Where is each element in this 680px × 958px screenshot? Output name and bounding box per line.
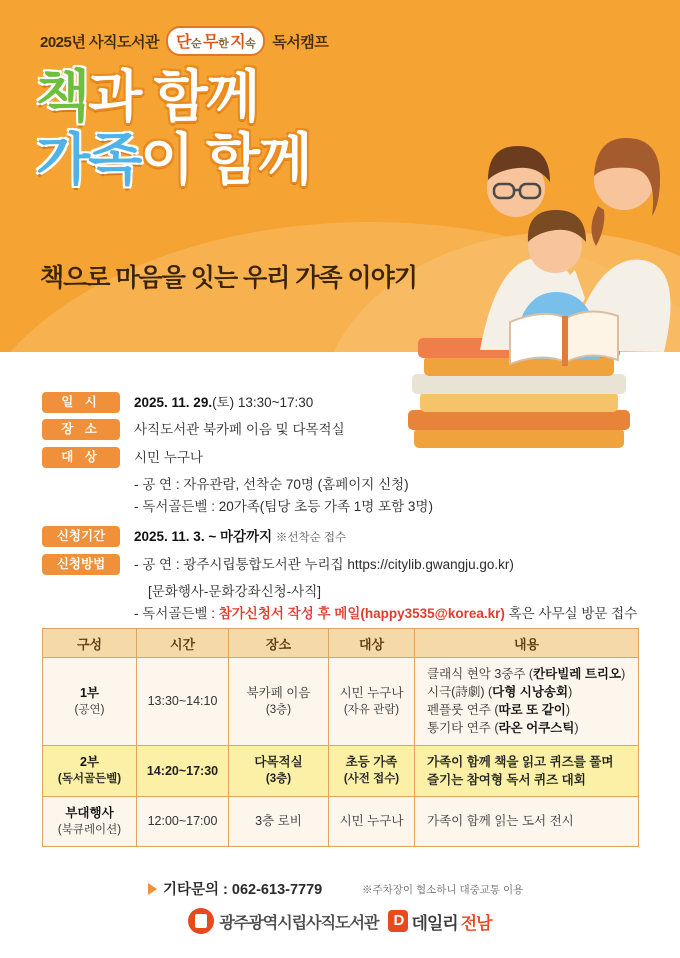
cell-content: 가족이 함께 책을 읽고 퀴즈를 풀며 즐기는 참여형 독서 퀴즈 대회 — [415, 745, 639, 796]
info-value-target: 시민 누구나 — [134, 449, 203, 465]
title-line-1-accent: 책 — [36, 65, 89, 128]
info-row-datetime — [42, 392, 642, 413]
pill-2-big: 무 — [203, 34, 219, 51]
info-value-datetime — [134, 392, 313, 413]
cell-place: 3층 로비 — [229, 796, 329, 846]
title-line-1 — [36, 66, 310, 129]
inquiry-line — [148, 878, 322, 899]
method-line-3-prefix: - 독서골든벨 : — [134, 606, 219, 622]
method-line-3-suffix: 혹은 사무실 방문 접수 — [504, 606, 638, 622]
daily-logo-icon: D — [388, 910, 408, 932]
daily-jeonnam-logo — [388, 909, 491, 934]
method-line-3 — [134, 603, 642, 625]
pill-3 — [230, 29, 255, 52]
kicker-prefix: 2025년 사직도서관 — [40, 33, 159, 51]
cell-composition: 1부 (공연) — [43, 658, 137, 746]
info-row-method — [42, 554, 642, 575]
target-detail-2: - 독서골든벨 : 20가족(팀당 초등 가족 1명 포함 3명) — [134, 499, 433, 515]
info-block — [42, 392, 642, 625]
info-value-place: 사직도서관 북카페 이음 및 다목적실 — [134, 422, 345, 438]
th-place: 장소 — [229, 629, 329, 658]
library-logo — [188, 908, 378, 934]
cell-target: 시민 누구나 (자유 관람) — [329, 658, 415, 746]
cell-place: 다목적실 (3층) — [229, 745, 329, 796]
triangle-bullet-icon — [148, 883, 157, 895]
title-line-2-accent: 가족 — [36, 127, 141, 191]
info-tag-datetime: 일 시 — [42, 392, 120, 413]
cell-content: 가족이 함께 읽는 도서 전시 — [415, 796, 639, 846]
method-line-2: [문화행사-문화강좌신청-사직] — [148, 583, 321, 599]
pill-2-sm: 한 — [218, 38, 229, 50]
info-value-method-line1: - 공 연 : 광주시립통합도서관 누리집 https://citylib.gwangju.go.kr) — [134, 556, 514, 572]
table-row — [43, 658, 639, 746]
pill-3-big: 지 — [230, 34, 246, 51]
info-row-target — [42, 447, 642, 468]
cell-target: 초등 가족 (사전 접수) — [329, 745, 415, 796]
pill-3-sm: 속 — [245, 38, 256, 50]
info-tag-method: 신청방법 — [42, 554, 120, 575]
title-line-2-rest: 이 함께 — [140, 127, 311, 191]
kicker-line — [40, 26, 328, 56]
period-range: 2025. 11. 3. ~ 마감까지 — [134, 529, 273, 545]
title-line-1-rest: 과 함께 — [88, 65, 258, 128]
pill-1-big: 단 — [175, 34, 191, 51]
cell-composition: 부대행사 (북큐레이션) — [43, 796, 137, 846]
info-tag-target: 대 상 — [42, 447, 120, 468]
info-row-period — [42, 526, 642, 547]
kicker-suffix: 독서캠프 — [272, 33, 329, 51]
page-subtitle: 책으로 마음을 잇는 우리 가족 이야기 — [40, 264, 417, 292]
datetime-rest: (토) 13:30~17:30 — [212, 395, 314, 410]
info-value-period — [134, 526, 346, 547]
kicker-pill-group — [166, 26, 265, 56]
daily-logo-text-2: 전남 — [460, 913, 492, 933]
pill-1-sm: 순 — [190, 38, 202, 50]
cell-time: 14:20~17:30 — [137, 745, 229, 796]
cell-time: 13:30~14:10 — [137, 658, 229, 746]
info-tag-place: 장 소 — [42, 419, 120, 440]
datetime-date: 2025. 11. 29. — [134, 395, 213, 410]
info-row-place — [42, 419, 642, 440]
cell-composition: 2부 (독서골든벨) — [43, 745, 137, 796]
logo-row — [0, 908, 680, 934]
page-title — [36, 66, 310, 191]
cell-time: 12:00~17:00 — [137, 796, 229, 846]
th-content: 내용 — [415, 629, 639, 658]
daily-logo-text-1: 데일리 — [411, 913, 458, 933]
table-row — [43, 796, 639, 846]
th-time: 시간 — [137, 629, 229, 658]
library-logo-icon — [188, 908, 214, 934]
cell-target: 시민 누구나 — [329, 796, 415, 846]
inquiry-text: 기타문의 : 062-613-7779 — [163, 882, 323, 898]
info-tag-period: 신청기간 — [42, 526, 120, 547]
library-logo-text: 광주광역시립사직도서관 — [219, 914, 379, 932]
program-table — [42, 628, 639, 847]
cell-place: 북카페 이음 (3층) — [229, 658, 329, 746]
target-detail-1: - 공 연 : 자유관람, 선착순 70명 (홈페이지 신청) — [134, 476, 409, 492]
cell-content: 클래식 현악 3중주 (칸타빌레 트리오) 시극(詩劇) (다형 시낭송회) 펜플룻 연주 (따로 또 같이) 통기타 연주 (라온 어쿠스틱) — [415, 658, 639, 746]
pill-1 — [176, 29, 201, 52]
title-line-2 — [36, 129, 310, 192]
method-line-3-email: 참가신청서 작성 후 메일(happy3535@korea.kr) — [218, 606, 505, 622]
table-body — [43, 658, 639, 847]
pill-2 — [203, 29, 228, 52]
table-row — [43, 745, 639, 796]
parking-note: ※주차장이 협소하니 대중교통 이용 — [362, 884, 524, 896]
th-composition: 구성 — [43, 629, 137, 658]
table-header-row — [43, 629, 639, 658]
period-note: ※선착순 접수 — [275, 532, 347, 545]
th-target: 대상 — [329, 629, 415, 658]
